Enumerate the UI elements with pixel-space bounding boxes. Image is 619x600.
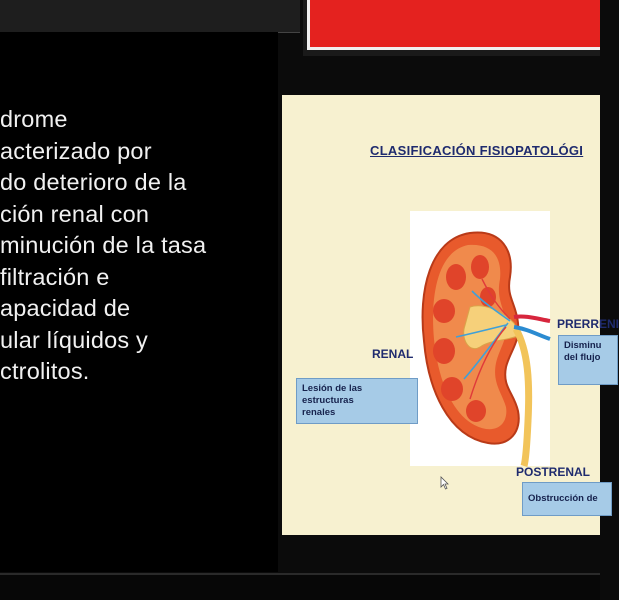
box-postrenal [522, 482, 612, 516]
red-banner-fill [307, 0, 600, 50]
box-prerrenal [558, 335, 618, 385]
body-line: do deterioro de la [0, 169, 187, 195]
red-banner [303, 0, 600, 56]
body-line: minución de la tasa [0, 232, 207, 258]
body-line: filtración e [0, 263, 110, 290]
body-line: apacidad de [0, 295, 131, 321]
body-line: ular líquidos y [0, 326, 148, 353]
kidney-illustration [410, 211, 550, 466]
diagram-title: CLASIFICACIÓN FISIOPATOLÓGI [370, 143, 584, 158]
box-prerrenal-line: del flujo [564, 352, 601, 363]
body-line: drome [0, 106, 68, 132]
label-renal: RENAL [372, 347, 414, 361]
box-renal-line: Lesión de las estructuras [302, 383, 363, 406]
body-line: ctrolitos. [0, 358, 90, 384]
slide-body-text [0, 104, 278, 388]
label-prerrenal: PRERRENI [557, 317, 619, 331]
label-postrenal: POSTRENAL [516, 465, 591, 479]
box-postrenal-line: Obstrucción de [528, 493, 598, 504]
slide-top-bar [0, 0, 300, 33]
body-line: ción renal con [0, 200, 150, 227]
box-prerrenal-line: Disminu [564, 340, 602, 351]
mouse-cursor-icon [440, 476, 449, 490]
box-renal [296, 378, 418, 424]
classification-diagram [282, 95, 619, 535]
bottom-strip [0, 575, 600, 600]
body-line: acterizado por [0, 137, 152, 164]
box-renal-line: renales [302, 407, 336, 418]
